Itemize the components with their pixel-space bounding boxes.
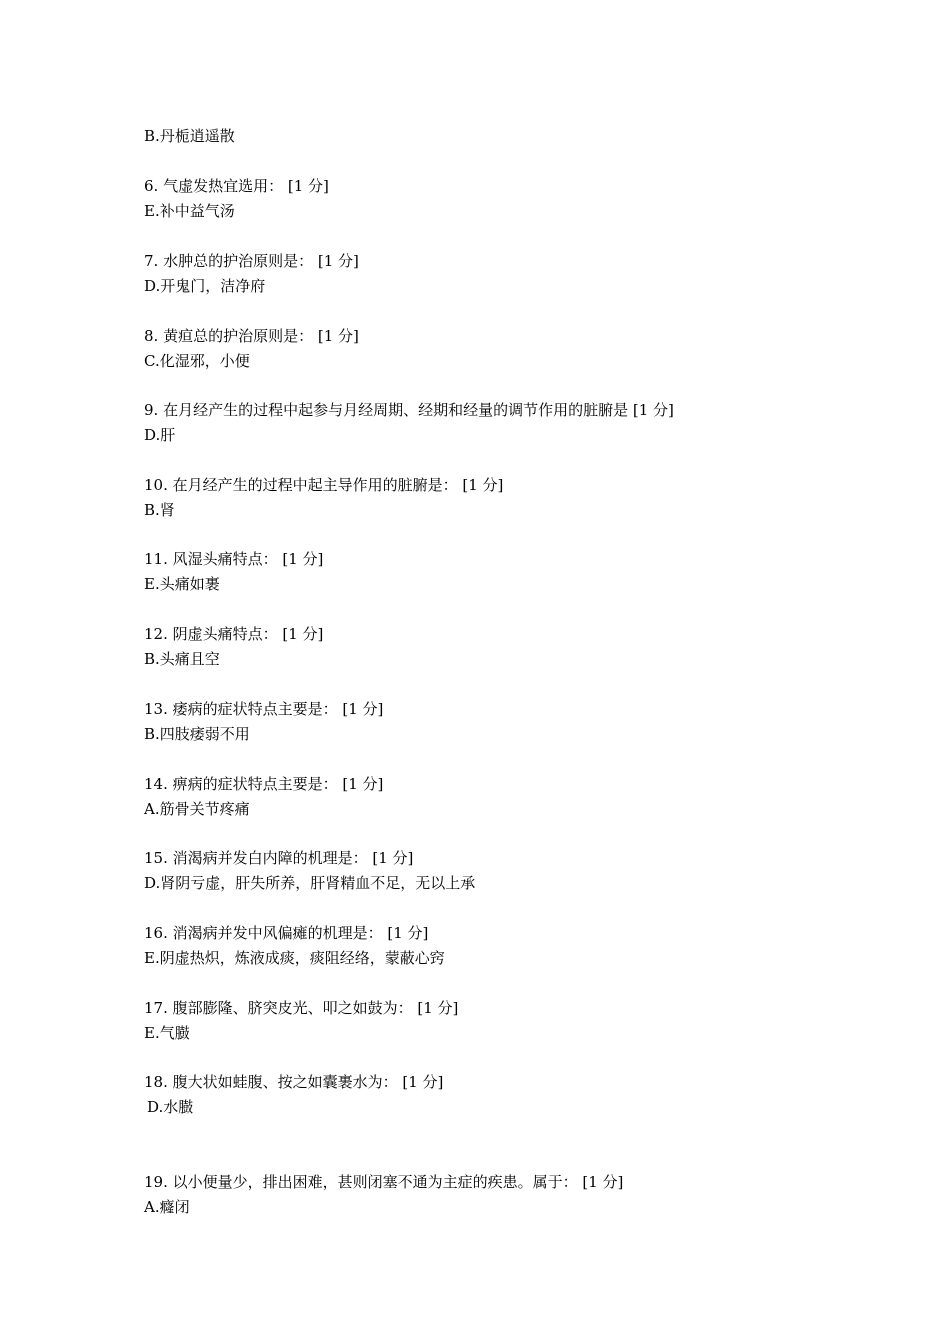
question-12: 12. 阴虚头痛特点： [1 分] — [144, 625, 324, 643]
answer-19: A.癃闭 — [144, 1198, 190, 1216]
question-19: 19. 以小便量少，排出困难，甚则闭塞不通为主症的疾患。属于： [1 分] — [144, 1173, 624, 1191]
question-10: 10. 在月经产生的过程中起主导作用的脏腑是： [1 分] — [144, 476, 504, 494]
answer-9: D.肝 — [144, 426, 176, 444]
answer-12: B.头痛且空 — [144, 650, 220, 668]
question-15: 15. 消渴病并发白内障的机理是： [1 分] — [144, 849, 414, 867]
question-9: 9. 在月经产生的过程中起参与月经周期、经期和经量的调节作用的脏腑是 [1 分] — [144, 401, 674, 419]
answer-5: B.丹栀逍遥散 — [144, 127, 235, 145]
answer-6: E.补中益气汤 — [144, 202, 235, 220]
answer-7: D.开鬼门，洁净府 — [144, 277, 266, 295]
question-14: 14. 痹病的症状特点主要是： [1 分] — [144, 775, 384, 793]
question-17: 17. 腹部膨隆、脐突皮光、叩之如鼓为： [1 分] — [144, 999, 459, 1017]
answer-13: B.四肢痿弱不用 — [144, 725, 250, 743]
answer-15: D.肾阴亏虚，肝失所养，肝肾精血不足，无以上承 — [144, 874, 476, 892]
question-8: 8. 黄疸总的护治原则是： [1 分] — [144, 327, 359, 345]
question-6: 6. 气虚发热宜选用： [1 分] — [144, 177, 329, 195]
question-7: 7. 水肿总的护治原则是： [1 分] — [144, 252, 359, 270]
question-18: 18. 腹大状如蛙腹、按之如囊裹水为： [1 分] — [144, 1073, 444, 1091]
answer-10: B.肾 — [144, 501, 175, 519]
answer-11: E.头痛如裹 — [144, 575, 220, 593]
question-13: 13. 痿病的症状特点主要是： [1 分] — [144, 700, 384, 718]
answer-8: C.化湿邪，小便 — [144, 352, 250, 370]
answer-16: E.阴虚热炽，炼液成痰，痰阻经络，蒙蔽心窍 — [144, 949, 445, 967]
answer-18: D.水臌 — [147, 1098, 194, 1116]
question-11: 11. 风湿头痛特点： [1 分] — [144, 550, 324, 568]
answer-17: E.气臌 — [144, 1024, 190, 1042]
answer-14: A.筋骨关节疼痛 — [144, 800, 250, 818]
question-16: 16. 消渴病并发中风偏瘫的机理是： [1 分] — [144, 924, 429, 942]
